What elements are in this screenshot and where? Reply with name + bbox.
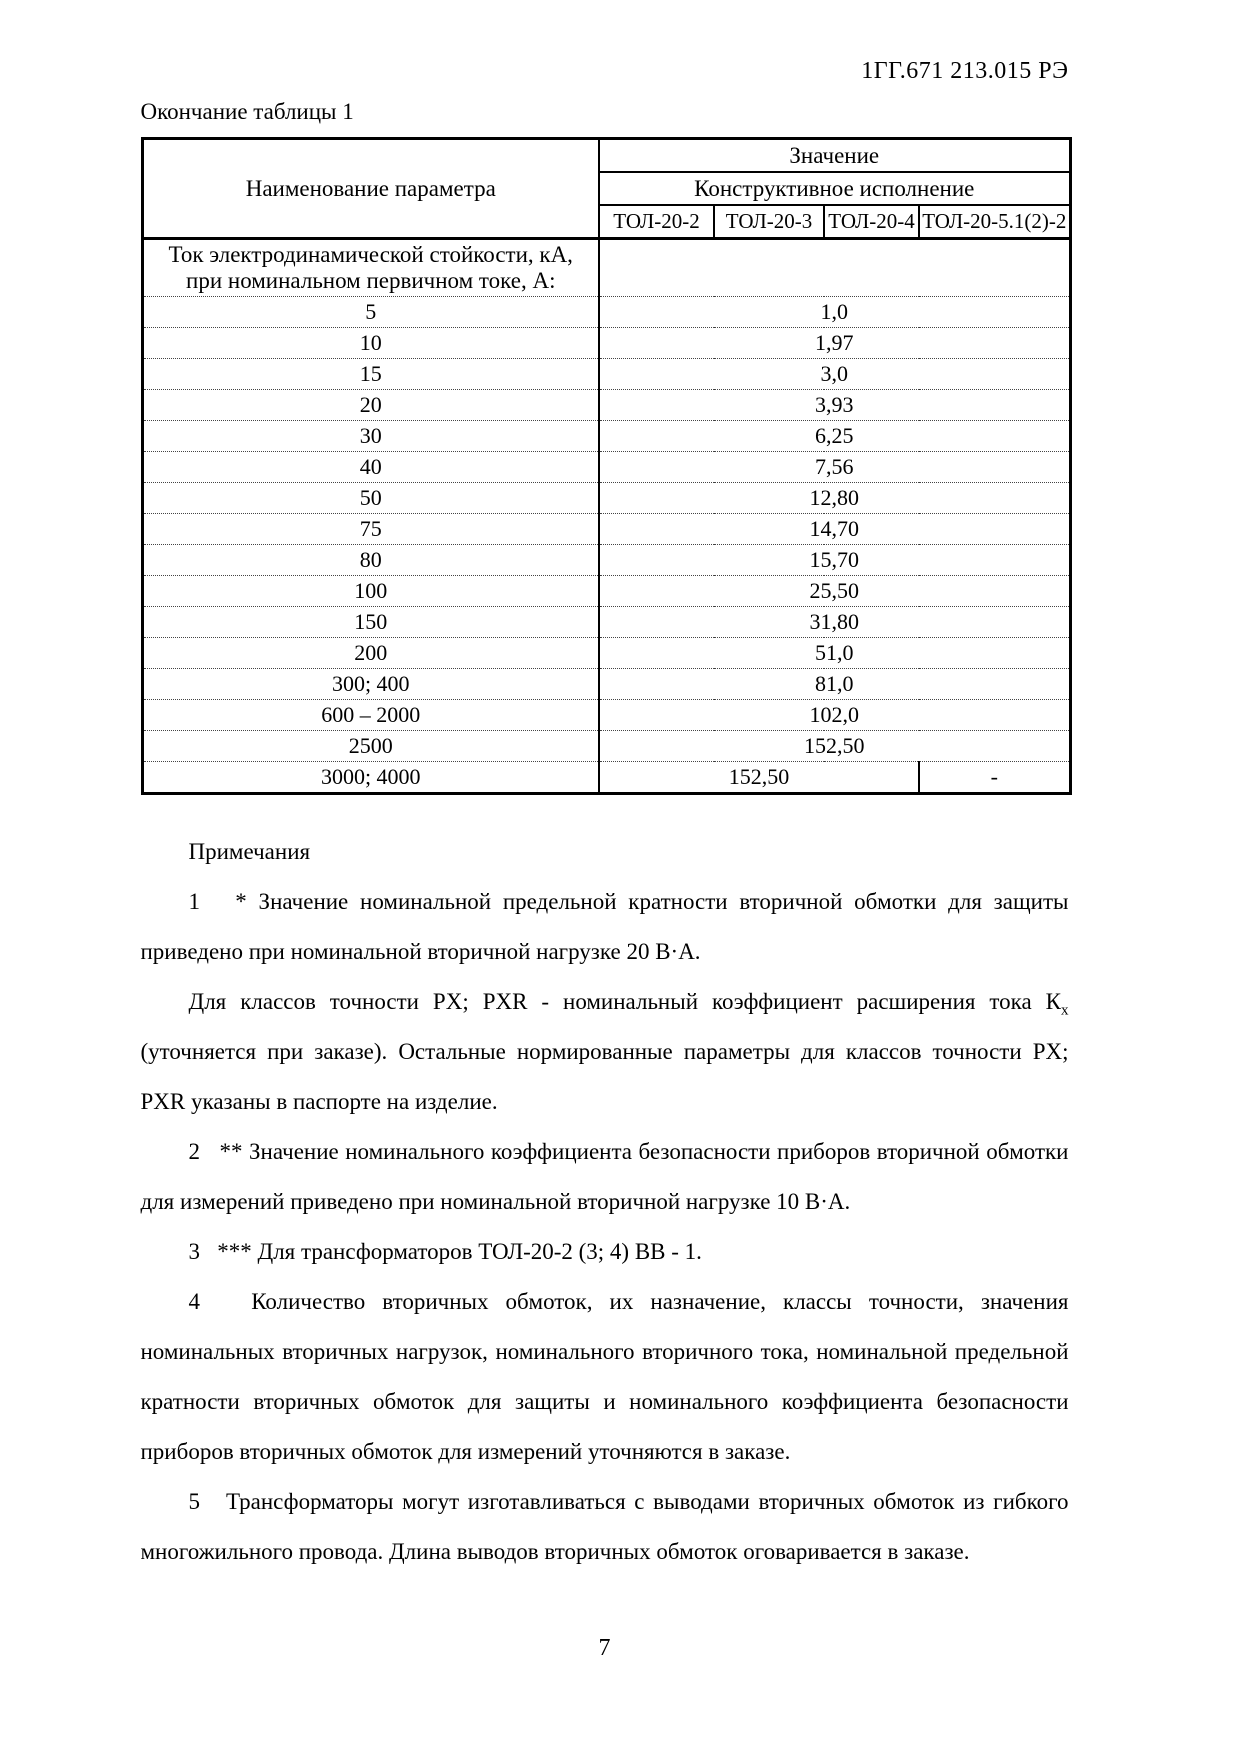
param-cell: 15 (142, 359, 599, 390)
note-1b-text: Для классов точности PX; PXR - номинальный коэффициент расширения тока К (188, 989, 1061, 1014)
note-4: 4 Количество вторичных обмоток, их назначение, классы точности, значения номинальных вторичных нагрузок, номинального вторичного тока, номинальной предельной кратности вторичных обмоток для защиты и номинального коэффициента безопасности приборов вторичных обмоток для измерений уточняются в заказе. (140, 1289, 1069, 1464)
table-row (142, 297, 1070, 328)
param-cell: 75 (142, 514, 599, 545)
table-row (142, 638, 1070, 669)
param-cell: 300; 400 (142, 669, 599, 700)
value-cell: 7,56 (599, 452, 1070, 483)
kx-subscript: х (1061, 1002, 1069, 1019)
note-1b-text-rest: (уточняется при заказе). Остальные нормированные параметры для классов точности PX; PXR указаны в паспорте на изделие. (140, 1039, 1069, 1114)
param-cell: 50 (142, 483, 599, 514)
param-cell: 5 (142, 297, 599, 328)
note-2: 2 ** Значение номинального коэффициента безопасности приборов вторичной обмотки для измерений приведено при номинальной вторичной нагрузке 10 В·А. (140, 1139, 1069, 1214)
value-cell: 152,50 (599, 731, 1070, 762)
table-row (142, 700, 1070, 731)
value-cell (599, 239, 1070, 297)
table-header-row-1 (142, 139, 1070, 173)
model-header-tol-20-3: ТОЛ-20-3 (714, 205, 824, 239)
page-content (141, 58, 1069, 1662)
value-cell: 6,25 (599, 421, 1070, 452)
table-row (142, 421, 1070, 452)
value-cell: 14,70 (599, 514, 1070, 545)
param-cell: 20 (142, 390, 599, 421)
param-cell: 600 – 2000 (142, 700, 599, 731)
table-row-last (142, 762, 1070, 794)
value-cell: 12,80 (599, 483, 1070, 514)
value-cell: 1,97 (599, 328, 1070, 359)
table-row (142, 607, 1070, 638)
table-row (142, 328, 1070, 359)
design-header: Конструктивное исполнение (599, 172, 1070, 205)
parameters-table (141, 137, 1072, 795)
document-code: 1ГГ.671 213.015 РЭ (861, 58, 1069, 84)
value-cell: 3,0 (599, 359, 1070, 390)
param-cell: 2500 (142, 731, 599, 762)
table-row (142, 359, 1070, 390)
value-cell: 51,0 (599, 638, 1070, 669)
value-cell: 81,0 (599, 669, 1070, 700)
value-cell: 102,0 (599, 700, 1070, 731)
notes-title: Примечания (188, 839, 311, 864)
value-cell: 15,70 (599, 545, 1070, 576)
table-row (142, 669, 1070, 700)
model-header-tol-20-5: ТОЛ-20-5.1(2)-2 (919, 205, 1070, 239)
note-1-continuation (141, 977, 1069, 1127)
param-cell: Ток электродинамической стойкости, кА, при номинальном первичном токе, А: (142, 239, 599, 297)
table-row (142, 731, 1070, 762)
table-row (142, 483, 1070, 514)
table-row (142, 390, 1070, 421)
note-5: 5 Трансформаторы могут изготавливаться с выводами вторичных обмоток из гибкого многожильного провода. Длина выводов вторичных обмоток оговаривается в заказе. (140, 1489, 1069, 1564)
param-cell: 3000; 4000 (142, 762, 599, 794)
value-cell: 31,80 (599, 607, 1070, 638)
table-row (142, 576, 1070, 607)
param-cell: 10 (142, 328, 599, 359)
value-cell: 1,0 (599, 297, 1070, 328)
value-cell: 25,50 (599, 576, 1070, 607)
section-row (142, 239, 1070, 297)
model-header-tol-20-2: ТОЛ-20-2 (599, 205, 714, 239)
param-cell: 40 (142, 452, 599, 483)
table-caption: Окончание таблицы 1 (140, 99, 354, 124)
param-column-header: Наименование параметра (142, 139, 599, 239)
param-cell: 80 (142, 545, 599, 576)
note-3: 3 *** Для трансформаторов ТОЛ-20-2 (3; 4) ВВ - 1. (188, 1239, 702, 1264)
table-row (142, 452, 1070, 483)
param-cell: 150 (142, 607, 599, 638)
value-cell-merged: 152,50 (599, 762, 919, 794)
param-cell: 200 (142, 638, 599, 669)
page-number: 7 (598, 1635, 611, 1661)
value-cell: 3,93 (599, 390, 1070, 421)
note-1: 1 * Значение номинальной предельной кратности вторичной обмотки для защиты приведено при номинальной вторичной нагрузке 20 В·А. (140, 889, 1069, 964)
value-cell-dash: - (919, 762, 1070, 794)
param-cell: 30 (142, 421, 599, 452)
table-row (142, 514, 1070, 545)
model-header-tol-20-4: ТОЛ-20-4 (824, 205, 919, 239)
table-row (142, 545, 1070, 576)
value-header: Значение (599, 139, 1070, 173)
notes-section (141, 827, 1069, 1577)
param-cell: 100 (142, 576, 599, 607)
